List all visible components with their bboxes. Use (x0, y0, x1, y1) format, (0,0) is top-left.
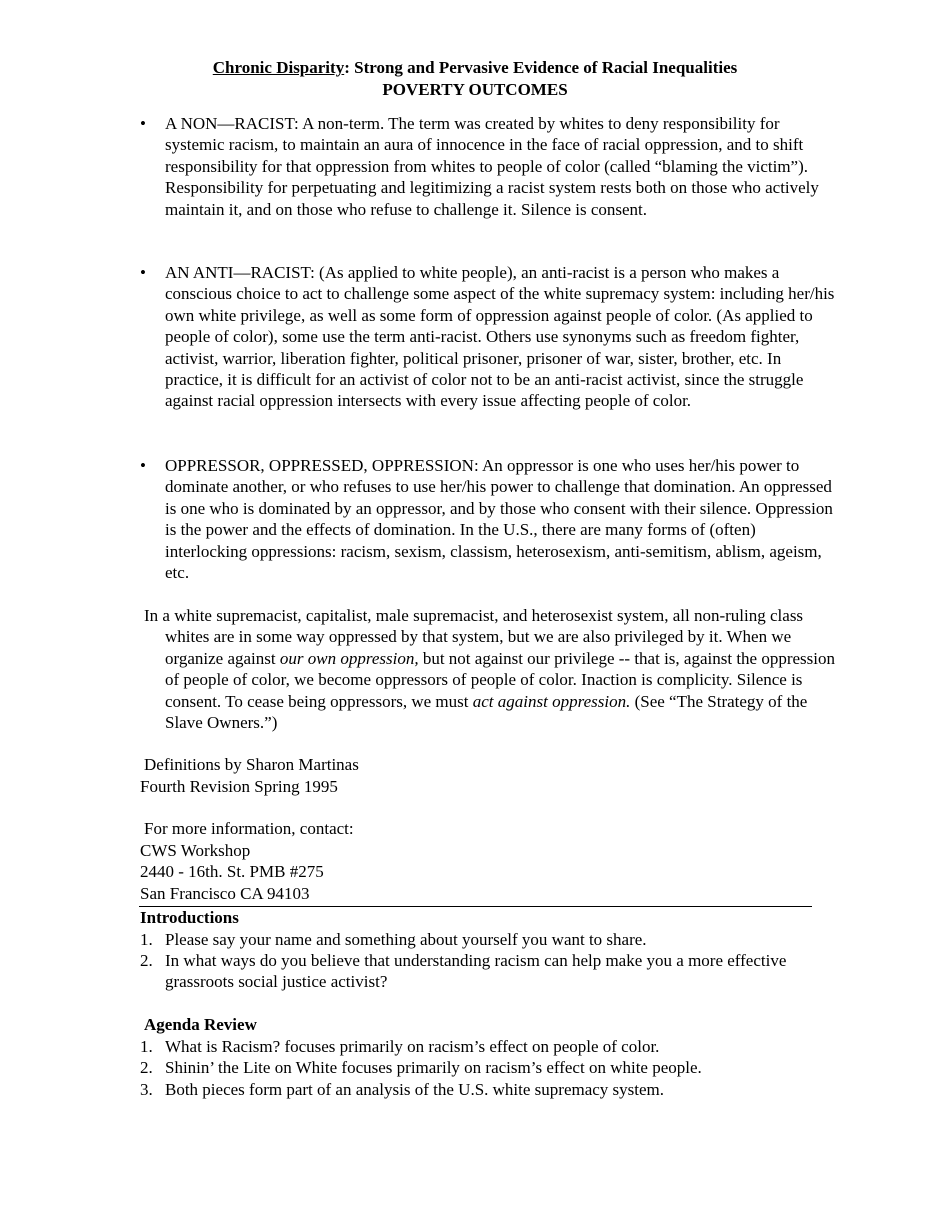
list-number: 1. (140, 1037, 153, 1056)
list-number: 2. (140, 951, 153, 970)
contact-org: CWS Workshop (140, 841, 251, 860)
bullet-icon: • (140, 456, 146, 475)
list-text: Both pieces form part of an analysis of the U.S. white supremacy system. (165, 1080, 665, 1099)
definition-text: A NON—RACIST: A non-term. The term was created by whites to deny responsibility for systemic racism, to maintain an aura of innocence in the face of racial oppression, and to shift responsibility for that oppression from whites to people of color (called “blaming the victim”). Responsibility for perpetuating and legitimizing a racist system rests both on those who actively maintain it, and on those who refuse to challenge it. Silence is consent. (165, 114, 819, 219)
agenda-heading: Agenda Review (144, 1015, 257, 1034)
definition-non-racist (140, 113, 840, 220)
title-underlined: Chronic Disparity (212, 58, 345, 77)
section-divider (139, 906, 812, 907)
closing-italic-2: act against oppression. (472, 691, 631, 711)
credits-revision: Fourth Revision Spring 1995 (140, 777, 338, 796)
list-item (140, 1057, 815, 1078)
definition-anti-racist (140, 262, 840, 412)
closing-italic-1: our own oppression, (279, 648, 419, 668)
closing-text-2: but not against our privilege -- that is, against the oppression of people of color, we become oppressors of people of color. Inaction is complicity. Silence is consent. To cease being oppressors, we must (165, 648, 835, 711)
list-text: Please say your name and something about yourself you want to share. (165, 930, 647, 949)
credits-author: Definitions by Sharon Martinas (144, 755, 359, 774)
list-item (140, 1036, 815, 1057)
introductions-heading: Introductions (140, 908, 239, 927)
contact-city: San Francisco CA 94103 (140, 884, 310, 903)
bullet-icon: • (140, 114, 146, 133)
definition-oppression (140, 455, 840, 583)
list-number: 1. (140, 930, 153, 949)
page-subtitle: POVERTY OUTCOMES (382, 80, 568, 99)
list-text: In what ways do you believe that understanding racism can help make you a more effective grassroots social justice activist? (165, 951, 787, 992)
title-rest: : Strong and Pervasive Evidence of Racial Inequalities (344, 58, 738, 77)
definition-text: OPPRESSOR, OPPRESSED, OPPRESSION: An oppressor is one who uses her/his power to dominate another, or who refuses to use her/his power to challenge that domination. An oppressed is one who is dominated by an oppressor, and by those who consent with their silence. Oppression is the power and the effects of domination. In the U.S., there are many forms of (often) interlocking oppressions: racism, sexism, classism, heterosexism, anti-semitism, ablism, ageism, etc. (165, 456, 833, 583)
contact-street: 2440 - 16th. St. PMB #275 (140, 862, 324, 881)
list-item (140, 1079, 815, 1100)
definition-text: AN ANTI—RACIST: (As applied to white people), an anti-racist is a person who makes a conscious choice to act to challenge some aspect of the white supremacy system: including her/his own white privilege, as well as some form of oppression against people of color. (As applied to people of color), some use the term anti-racist. Others use synonyms such as freedom fighter, activist, warrior, liberation fighter, political prisoner, prisoner of war, sister, brother, etc. In practice, it is difficult for an activist of color not to be an anti-racist activist, since the struggle against racial oppression intersects with every issue affecting people of color. (165, 263, 835, 411)
contact-label: For more information, contact: (144, 819, 354, 838)
list-number: 2. (140, 1058, 153, 1077)
closing-text-1: In a white supremacist, capitalist, male supremacist, and heterosexist system, all non-ruling class whites are in some way oppressed by that system, but we are also privileged by it. When we organize against (144, 606, 804, 668)
list-text: Shinin’ the Lite on White focuses primarily on racism’s effect on white people. (165, 1058, 702, 1077)
list-number: 3. (140, 1080, 153, 1099)
bullet-icon: • (140, 263, 146, 282)
closing-paragraph (140, 605, 840, 733)
list-item (140, 950, 815, 993)
list-text: What is Racism? focuses primarily on racism’s effect on people of color. (165, 1037, 660, 1056)
closing-text-3: (See “The Strategy of the Slave Owners.”) (165, 691, 808, 733)
page-title (0, 57, 950, 78)
list-item (140, 929, 815, 950)
